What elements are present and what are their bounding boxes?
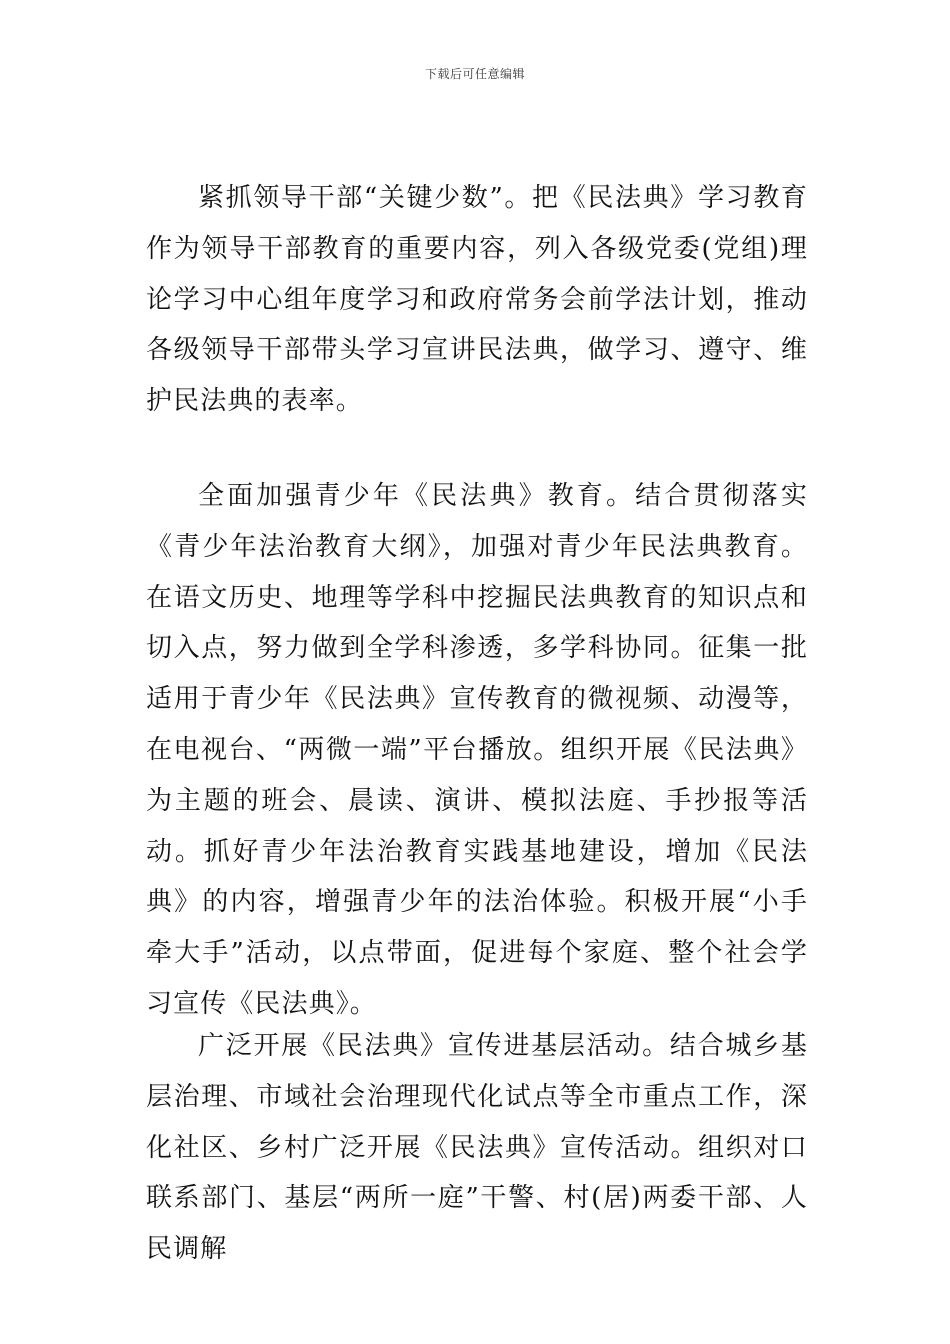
page-header-note: 下载后可任意编辑 xyxy=(424,67,525,81)
paragraph-youth-education: 全面加强青少年《民法典》教育。结合贯彻落实《青少年法治教育大纲》，加强对青少年民法典教育。在语文历史、地理等学科中挖掘民法典教育的知识点和切入点，努力做到全学科渗透，多学科协同。征集一批适用于青少年《民法典》宣传教育的微视频、动漫等，在电视台、“两微一端”平台播放。组织开展《民法典》为主题的班会、晨读、演讲、模拟法庭、手抄报等活动。抓好青少年法治教育实践基地建设，增加《民法典》的内容，增强青少年的法治体验。积极开展“小手牵大手”活动，以点带面，促进每个家庭、整个社会学习宣传《民法典》。 xyxy=(146,481,808,1019)
paragraph-grassroots-activities: 广泛开展《民法典》宣传进基层活动。结合城乡基层治理、市域社会治理现代化试点等全市重点工作，深化社区、乡村广泛开展《民法典》宣传活动。组织对口联系部门、基层“两所一庭”干警、村(居)两委干部、人民调解 xyxy=(146,1031,808,1265)
paragraph-leading-cadres: 紧抓领导干部“关键少数”。把《民法典》学习教育作为领导干部教育的重要内容，列入各级党委(党组)理论学习中心组年度学习和政府常务会前学法计划，推动各级领导干部带头学习宣讲民法典，做学习、遵守、维护民法典的表率。 xyxy=(146,183,808,417)
